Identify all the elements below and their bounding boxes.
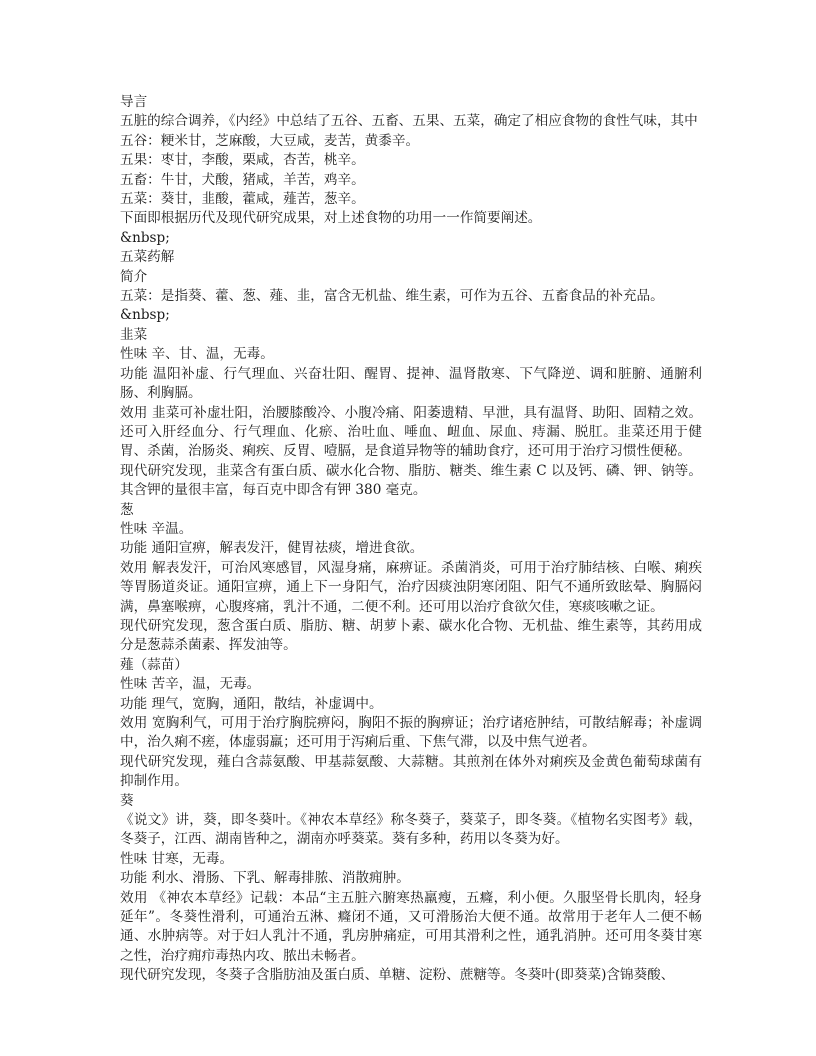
entry-nature: 性味 甘寒，无毒。 [120, 850, 234, 867]
entry-effect: 效用 《神农本草经》记载：本品“主五脏六腑寒热羸瘦，五癃，利小便。久服坚骨长肌肉，轻身延年”。冬葵性滑利，可通治五淋、癃闭不通，又可滑肠治大便不通。故常用于老年人二便不畅通、水肿病等。对于妇人乳汁不通，乳房肿痛症，可用其滑利之性，通乳消肿。还可用冬葵甘寒之性，治疗痈疖毒热内攻、脓出未畅者。 [120, 889, 702, 964]
intro-heading: 导言 [120, 94, 148, 110]
five-livestock-line: 五畜：牛甘，犬酸，猪咸，羊苦，鸡辛。 [120, 171, 365, 188]
entry-title: 葱 [120, 501, 134, 518]
summary-text: 五菜：是指葵、藿、葱、薤、韭，富含无机盐、维生素，可作为五谷、五畜食品的补充品。 [120, 288, 664, 305]
nbsp-literal: &nbsp; [120, 229, 170, 246]
entry-function: 功能 利水、滑肠、下乳、解毒排脓、消散痈肿。 [120, 870, 410, 887]
five-grains-line: 五谷：粳米甘，芝麻酸，大豆咸，麦苦，黄黍辛。 [120, 132, 420, 149]
entry-title: 韭菜 [120, 326, 148, 343]
intro-paragraph: 五脏的综合调养，《内经》中总结了五谷、五畜、五果、五菜，确定了相应食物的食性气味，其中 [120, 113, 698, 130]
entry-effect: 效用 解表发汗，可治风寒感冒，风湿身痛，麻痹证。杀菌消炎，可用于治疗肺结核、白喉、痢疾等胃肠道炎证。通阳宣痹，通上下一身阳气，治疗因痰浊阴寒闭阻、阳气不通所致眩晕、胸膈闷满，鼻塞喉痹，心腹疼痛，乳汁不通，二便不利。还可用以治疗食欲欠佳，寒痰咳嗽之证。 [120, 559, 702, 615]
entry-modern-research: 现代研究发现，葱含蛋白质、脂肪、糖、胡萝卜素、碳水化合物、无机盐、维生素等，其药用成分是葱蒜杀菌素、挥发油等。 [120, 617, 702, 654]
entry-function: 功能 温阳补虚、行气理血、兴奋壮阳、醒胃、提神、温肾散寒、下气降逆、调和脏腑、通腑利肠、利胸膈。 [120, 365, 702, 402]
entry-title: 薤（蒜苗） [120, 656, 188, 673]
entry-description: 《说文》讲，葵，即冬葵叶。《神农本草经》称冬葵子，葵菜子，即冬葵。《植物名实图考》载，冬葵子，江西、湖南皆种之，湖南亦呼葵菜。葵有多种，药用以冬葵为好。 [120, 812, 702, 848]
document-page [120, 93, 702, 986]
entry-modern-research: 现代研究发现，薤白含蒜氨酸、甲基蒜氨酸、大蒜糖。其煎剂在体外对痢疾及金黄色葡萄球菌有抑制作用。 [120, 753, 702, 790]
entry-function: 功能 通阳宣痹，解表发汗，健胃祛痰，增进食欲。 [120, 540, 424, 557]
entry-nature: 性味 辛温。 [120, 520, 193, 537]
entry-modern-research: 现代研究发现，韭菜含有蛋白质、碳水化合物、脂肪、糖类、维生素 C 以及钙、磷、钾、钠等。其含钾的量很丰富，每百克中即含有钾 380 毫克。 [120, 462, 702, 499]
entry-nature: 性味 辛、甘、温，无毒。 [120, 346, 274, 363]
entry-nature: 性味 苦辛，温，无毒。 [120, 676, 261, 693]
section-title: 五菜药解 [120, 249, 175, 266]
entry-function: 功能 理气，宽胸，通阳，散结，补虚调中。 [120, 695, 383, 712]
entry-title: 葵 [120, 792, 134, 809]
nbsp-literal: &nbsp; [120, 307, 170, 324]
entry-effect: 效用 宽胸利气，可用于治疗胸脘痹闷，胸阳不振的胸痹证；治疗诸疮肿结，可散结解毒；补虚调中，治久痢不瘥，体虚弱羸；还可用于泻痢后重、下焦气滞，以及中焦气逆者。 [120, 715, 702, 751]
summary-heading: 简介 [120, 268, 148, 285]
entry-effect: 效用 韭菜可补虚壮阳，治腰膝酸冷、小腹冷痛、阳萎遗精、早泄，具有温肾、助阳、固精之效。还可入肝经血分、行气理血、化瘀、治吐血、唾血、衄血、尿血、痔漏、脱肛。韭菜还用于健胃、杀菌，治肠炎、痢疾、反胃、噎膈，是食道异物等的辅助食疗，还可用于治疗习惯性便秘。 [120, 404, 702, 460]
five-fruits-line: 五果：枣甘，李酸，栗咸，杏苦，桃辛。 [120, 152, 365, 169]
intro-closing: 下面即根据历代及现代研究成果，对上述食物的功用一一作简要阐述。 [120, 210, 542, 227]
entry-modern-research: 现代研究发现，冬葵子含脂肪油及蛋白质、单糖、淀粉、蔗糖等。冬葵叶(即葵菜)含锦葵酸、 [120, 967, 675, 984]
five-vegetables-line: 五菜：葵甘，韭酸，藿咸，薤苦，葱辛。 [120, 191, 365, 208]
